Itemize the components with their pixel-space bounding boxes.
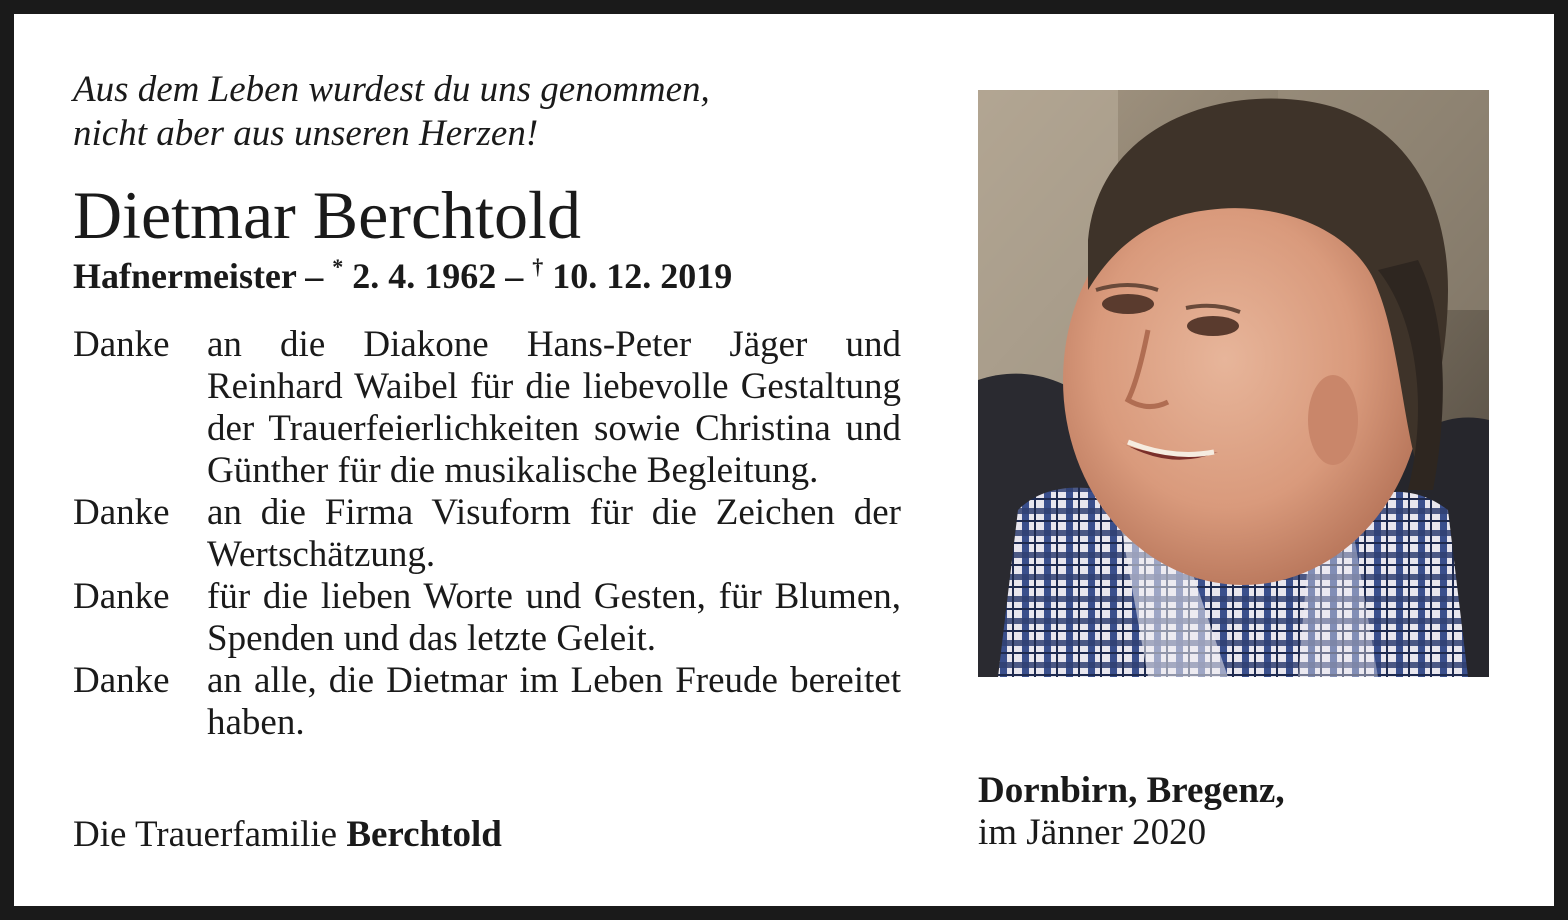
thanks-lead: Danke	[73, 324, 170, 365]
thanks-text: an die Diakone Hans-Peter Jäger und Reinhard Waibel für die liebevolle Gestaltung der Trauerfeierlichkeiten sowie Christina und Günther für die musikalische Begleitung.	[207, 324, 901, 491]
thanks-item	[73, 576, 901, 660]
dash-separator: –	[496, 256, 533, 296]
signature	[73, 813, 502, 857]
profession: Hafnermeister	[73, 256, 297, 296]
thanks-lead: Danke	[73, 492, 170, 533]
thanks-lead: Danke	[73, 576, 170, 617]
profession-and-dates	[73, 253, 732, 299]
portrait-photo	[978, 90, 1489, 677]
birth-symbol: *	[332, 254, 344, 279]
birth-date: 2. 4. 1962	[343, 256, 497, 296]
motto-line-2: nicht aber aus unseren Herzen!	[73, 113, 539, 154]
thanks-list	[73, 324, 901, 744]
thanks-item	[73, 492, 901, 576]
thanks-lead: Danke	[73, 660, 170, 701]
dash-separator: –	[296, 256, 333, 296]
thanks-text: an alle, die Dietmar im Leben Freude bereitet haben.	[207, 660, 901, 743]
deceased-name: Dietmar Berchtold	[73, 177, 581, 253]
thanks-item	[73, 324, 901, 492]
death-date: 10. 12. 2019	[543, 256, 733, 296]
motto-line-1: Aus dem Leben wurdest du uns genommen,	[73, 69, 710, 110]
thanks-item	[73, 660, 901, 744]
place-and-date	[978, 770, 1285, 854]
signature-prefix: Die Trauerfamilie	[73, 814, 347, 855]
place-cities: Dornbirn, Bregenz,	[978, 770, 1285, 811]
portrait-illustration	[978, 90, 1489, 677]
death-symbol: †	[532, 254, 544, 279]
motto	[73, 68, 710, 156]
thanks-text: für die lieben Worte und Gesten, für Blumen, Spenden und das letzte Geleit.	[207, 576, 901, 659]
place-date: im Jänner 2020	[978, 812, 1207, 853]
thanks-text: an die Firma Visuform für die Zeichen der Wertschätzung.	[207, 492, 901, 575]
signature-family: Berchtold	[346, 814, 502, 855]
